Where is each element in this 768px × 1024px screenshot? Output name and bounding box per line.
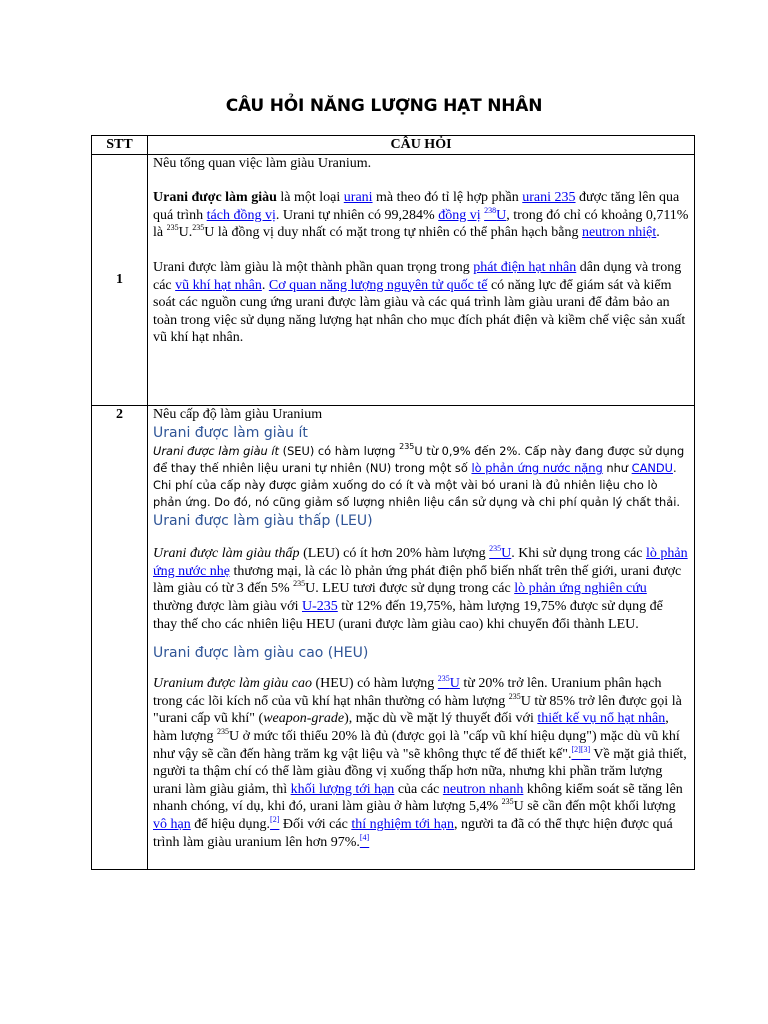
link[interactable]: đồng vị	[438, 207, 481, 223]
question-text: Nêu cấp độ làm giàu Uranium	[153, 406, 323, 422]
paragraph: Urani được làm giàu thấp (LEU) có ít hơn 20% hàm lượng $^{235}$U. Khi sử dụng trong các lò phản ứng nước nhẹ thương mại, là các lò phản ứng phát điện phổ biến nhất trên thế giới, urani được làm giàu có từ 3 đến 5% $^{235}$U. LEU tươi được sử dụng trong các lò phản ứng nghiên cứu thường được làm giàu với U-235 từ 12% đến 19,75%, hàm lượng 19,75% được sử dụng để thay thế cho các nhiên liệu HEU (urani được làm giàu cao) khi chuyển đổi thành LEU.	[153, 544, 688, 632]
link[interactable]: khối lượng tới hạn	[290, 781, 395, 797]
link[interactable]: thí nghiệm tới hạn	[351, 816, 454, 832]
link[interactable]: CANDU	[631, 461, 674, 476]
section-heading: Urani được làm giàu thấp (LEU)	[153, 513, 373, 530]
row-number: 1	[92, 154, 148, 405]
question-table	[91, 135, 695, 870]
section-heading: Urani được làm giàu cao (HEU)	[153, 645, 369, 662]
header-row	[92, 136, 695, 155]
link[interactable]: U-235	[301, 598, 338, 614]
link[interactable]: lò phản ứng nước nhẹ	[153, 546, 688, 579]
citation-link[interactable]: [3]	[580, 744, 591, 754]
section-heading: Urani được làm giàu ít	[153, 425, 308, 442]
link[interactable]: lò phản ứng nước nặng	[471, 461, 603, 476]
link[interactable]: vũ khí hạt nhân	[175, 277, 262, 293]
link[interactable]: $^{238}$U	[484, 205, 507, 223]
paragraph: Urani được làm giàu là một loại urani mà theo đó tỉ lệ hợp phần urani 235 được tăng lên qua quá trình tách đồng vị. Urani tự nhiên có 99,284% đồng vị $^{238}$U, trong đó chỉ có khoảng 0,711% là $^{235}$U.$^{235}$U là đồng vị duy nhất có mặt trong tự nhiên có thể phân hạch bằng neutron nhiệt.	[153, 190, 689, 241]
link[interactable]: vô hạn	[153, 816, 191, 832]
paragraph: Urani được làm giàu là một thành phần quan trọng trong phát điện hạt nhân dân dụng và trong các vũ khí hạt nhân. Cơ quan năng lượng nguyên tử quốc tế có năng lực để giám sát và kiểm soát các nguồn cung ứng urani được làm giàu và các quá trình làm giàu urani để đảm bảo an toàn trong việc sử dụng năng lượng hạt nhân cho mục đích phát điện và kiềm chế việc sản xuất vũ khí hạt nhân.	[153, 259, 686, 346]
link[interactable]: $^{235}$U	[437, 674, 460, 692]
citation-link[interactable]: [2]	[270, 814, 280, 824]
link[interactable]: phát điện hạt nhân	[473, 259, 577, 275]
link[interactable]: $^{235}$U	[489, 544, 512, 562]
link[interactable]: thiết kế vụ nổ hạt nhân	[537, 711, 666, 727]
link[interactable]: tách đồng vị	[206, 207, 276, 223]
question-header: CÂU HỎI	[148, 136, 695, 155]
table-row	[92, 405, 695, 870]
question-text: Nêu tổng quan việc làm giàu Uranium.	[153, 155, 372, 171]
citation-link[interactable]: [2]	[571, 744, 581, 754]
stt-header: STT	[92, 136, 148, 155]
link[interactable]: lò phản ứng nghiên cứu	[514, 581, 647, 597]
answer-cell	[148, 154, 695, 405]
citation-link[interactable]: [4]	[359, 832, 370, 842]
table-row	[92, 154, 695, 405]
paragraph: Uranium được làm giàu cao (HEU) có hàm lượng $^{235}$U từ 20% trở lên. Uranium phân hạch trong các lõi kích nổ của vũ khí hạt nhân thường có hàm lượng $^{235}$U từ 85% trở lên được gọi là "urani cấp vũ khí" (weapon-grade), mặc dù về mặt lý thuyết đối với thiết kế vụ nổ hạt nhân, hàm lượng $^{235}$U ở mức tối thiểu 20% là đủ (được gọi là "cấp vũ khí hiệu dụng") mặc dù vũ khí như vậy sẽ cần đến hàng trăm kg vật liệu và "sẽ không thực tế để thiết kế".[2][3] Về mặt giả thiết, người ta thậm chí có thể làm giàu đồng vị xuống thấp hơn nữa, nhưng khi phần trăm lượng urani làm giàu giảm, thì khối lượng tới hạn của các neutron nhanh không kiểm soát sẽ tăng lên nhanh chóng, ví dụ, khi đó, urani làm giàu ở hàm lượng 5,4% $^{235}$U sẽ cần đến một khối lượng vô hạn để hiệu dụng.[2] Đối với các thí nghiệm tới hạn, người ta đã có thể thực hiện được quá trình làm giàu uranium lên hơn 97%.[4]	[153, 674, 687, 850]
link[interactable]: Cơ quan năng lượng nguyên tử quốc tế	[268, 277, 488, 293]
link[interactable]: neutron nhanh	[442, 781, 524, 797]
link[interactable]: urani	[343, 190, 373, 206]
answer-cell	[148, 405, 695, 870]
row-number: 2	[92, 405, 148, 870]
link[interactable]: neutron nhiệt	[581, 225, 657, 241]
paragraph: Urani được làm giàu ít (SEU) có hàm lượng $^{235}$U từ 0,9% đến 2%. Cấp này đang được sử dụng để thay thế nhiên liệu urani tự nhiên (NU) trong một số lò phản ứng nước nặng như CANDU. Chi phí của cấp này được giảm xuống do có ít và một vài bó urani là đủ nhiên liệu cho lò phản ứng. Do đó, nó cũng giảm số lượng nhiên liệu cần sử dụng và chi phí quản lý chất thải.	[153, 442, 685, 510]
link[interactable]: urani 235	[522, 190, 576, 206]
page-title: CÂU HỎI NĂNG LƯỢNG HẠT NHÂN	[225, 96, 543, 116]
